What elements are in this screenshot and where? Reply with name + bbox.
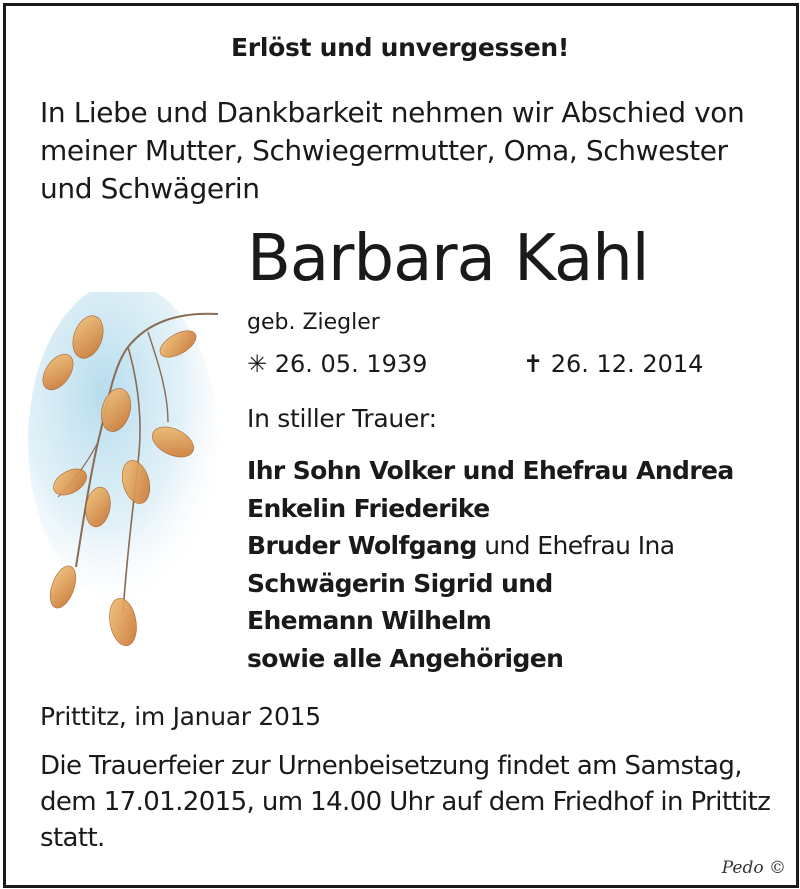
maiden-name: geb. Ziegler bbox=[247, 310, 380, 335]
mourner-line bbox=[247, 527, 734, 565]
mourner-line bbox=[247, 602, 734, 640]
autumn-leaves-branch-icon bbox=[28, 292, 238, 672]
mourner-name: Ehemann Wilhelm bbox=[247, 606, 492, 635]
mourner-name: Schwägerin Sigrid und bbox=[247, 568, 553, 598]
intro-text: In Liebe und Dankbarkeit nehmen wir Abschied von meiner Mutter, Schwiegermutter, Oma, Schwester und Schwägerin bbox=[40, 96, 745, 205]
mourner-suffix: und Ehefrau Ina bbox=[476, 531, 675, 560]
mourner-name: Ihr Sohn Volker und Ehefrau Andrea bbox=[247, 456, 734, 485]
mourner-name: sowie alle Angehörigen bbox=[247, 643, 564, 673]
mourner-line bbox=[247, 640, 734, 678]
mourner-name: Bruder Wolfgang bbox=[247, 531, 477, 560]
mourners-heading: In stiller Trauer: bbox=[247, 404, 437, 433]
place-date: Prittitz, im Januar 2015 bbox=[40, 702, 321, 731]
mourner-name: Enkelin Friederike bbox=[247, 493, 490, 523]
mourner-line bbox=[247, 565, 734, 603]
mourner-line bbox=[247, 452, 734, 490]
birth-date: ✳ 26. 05. 1939 bbox=[247, 350, 428, 378]
deceased-name: Barbara Kahl bbox=[247, 222, 649, 296]
death-date: ✝ 26. 12. 2014 bbox=[523, 350, 704, 378]
publisher-signature: Pedo © bbox=[721, 858, 786, 878]
ceremony-text: Die Trauerfeier zur Urnenbeisetzung findet am Samstag, dem 17.01.2015, um 14.00 Uhr auf dem Friedhof in Prittitz statt. bbox=[40, 751, 771, 853]
headline: Erlöst und unvergessen! bbox=[231, 33, 569, 62]
mourners-list bbox=[247, 452, 734, 677]
mourner-line bbox=[247, 490, 734, 528]
